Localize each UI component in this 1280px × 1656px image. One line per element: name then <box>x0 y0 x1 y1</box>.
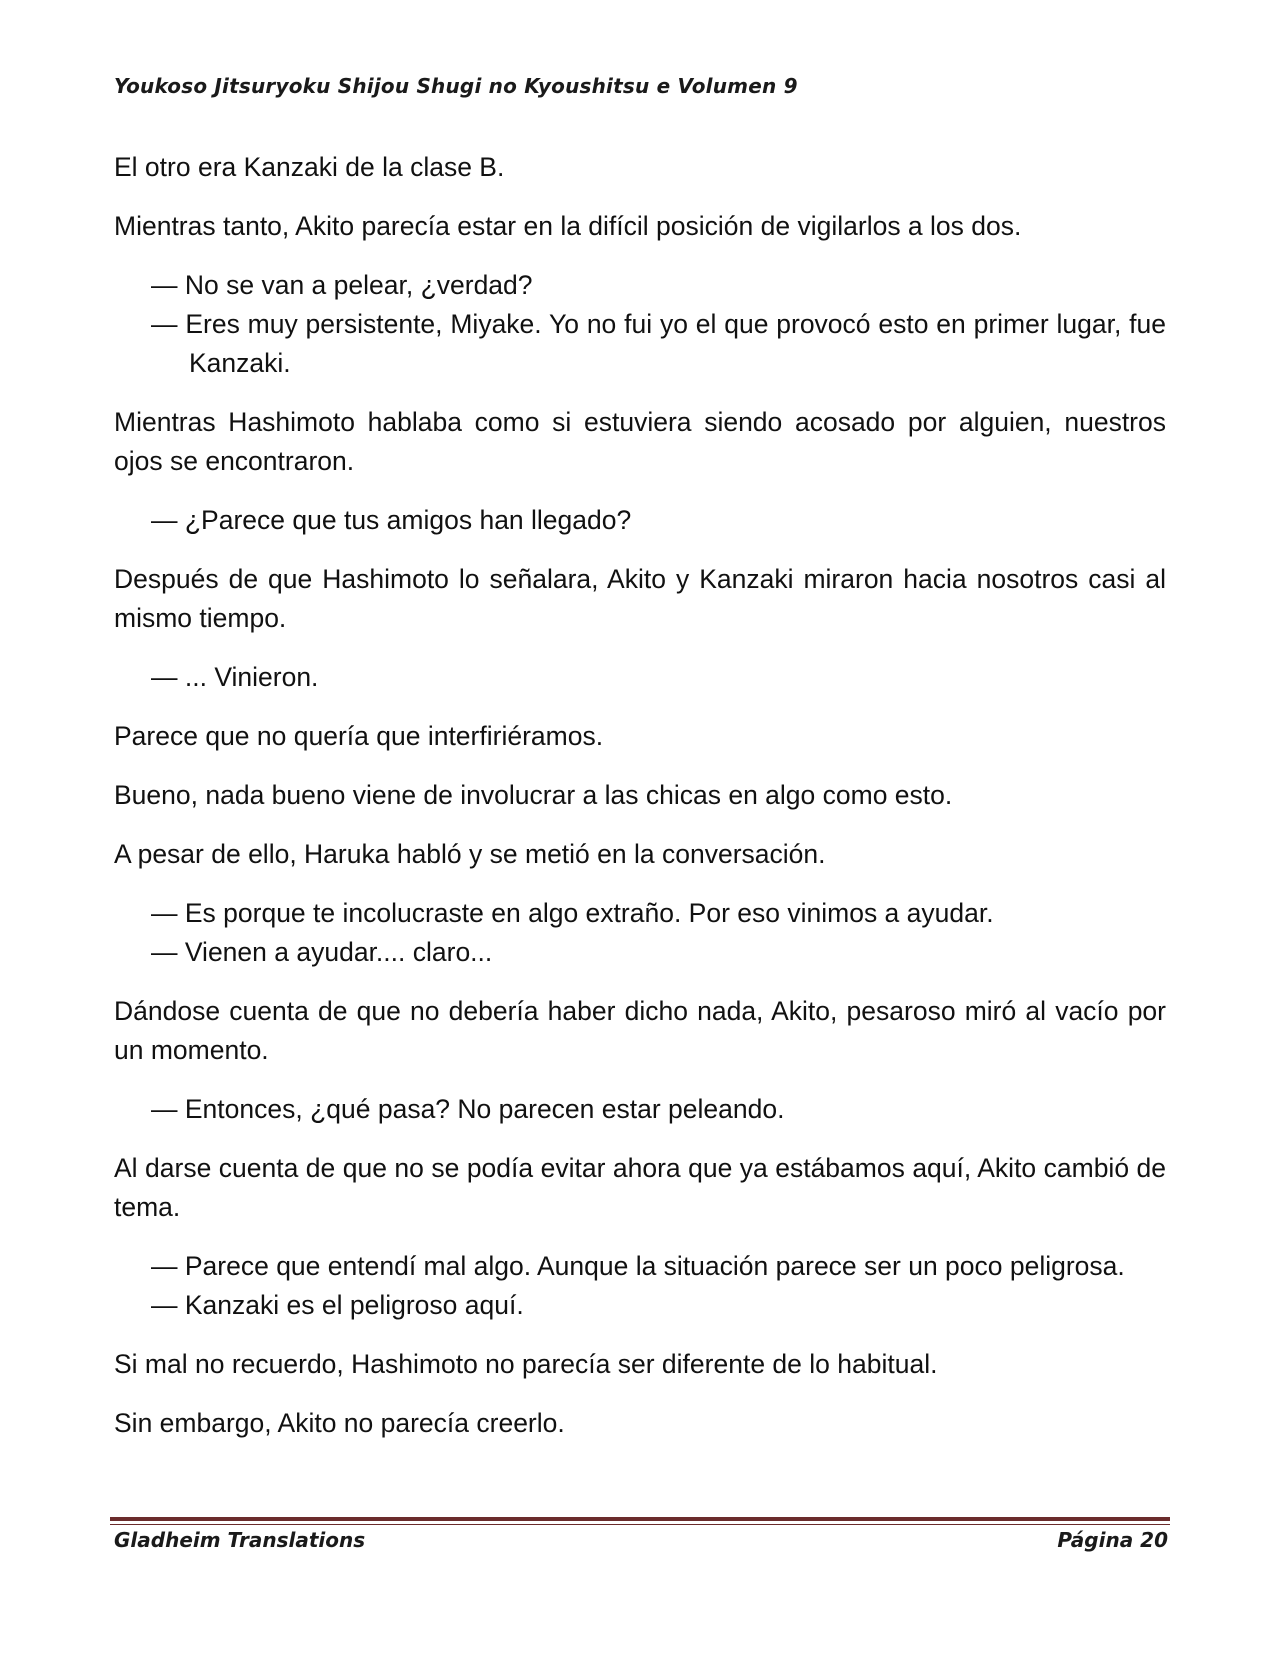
dialogue-line: — No se van a pelear, ¿verdad? <box>151 270 533 300</box>
footer-credit: Gladheim Translations <box>114 1528 366 1552</box>
dialogue-group <box>114 658 1166 697</box>
paragraph: Mientras tanto, Akito parecía estar en la difícil posición de vigilarlos a los dos. <box>114 211 1022 241</box>
paragraph: Al darse cuenta de que no se podía evitar ahora que ya estábamos aquí, Akito cambió de tema. <box>114 1153 1166 1222</box>
running-header-title: Youkoso Jitsuryoku Shijou Shugi no Kyoushitsu e Volumen 9 <box>114 74 798 98</box>
dialogue-line: — Kanzaki es el peligroso aquí. <box>151 1290 524 1320</box>
paragraph: Dándose cuenta de que no debería haber dicho nada, Akito, pesaroso miró al vacío por un momento. <box>114 996 1166 1065</box>
footer-rule-thin <box>110 1524 1170 1525</box>
dialogue-group <box>114 1090 1166 1129</box>
paragraph: Parece que no quería que interfiriéramos. <box>114 721 604 751</box>
dialogue-group <box>114 1247 1166 1325</box>
paragraph: Bueno, nada bueno viene de involucrar a las chicas en algo como esto. <box>114 780 953 810</box>
body-text <box>114 148 1166 1463</box>
dialogue-line: — Entonces, ¿qué pasa? No parecen estar peleando. <box>151 1094 785 1124</box>
paragraph: A pesar de ello, Haruka habló y se metió en la conversación. <box>114 839 826 869</box>
dialogue-group <box>114 266 1166 383</box>
dialogue-line: — Parece que entendí mal algo. Aunque la situación parece ser un poco peligrosa. <box>151 1251 1125 1281</box>
paragraph: Si mal no recuerdo, Hashimoto no parecía ser diferente de lo habitual. <box>114 1349 938 1379</box>
footer-rule <box>110 1517 1170 1521</box>
dialogue-line: — Vienen a ayudar.... claro... <box>151 937 493 967</box>
paragraph: Después de que Hashimoto lo señalara, Akito y Kanzaki miraron hacia nosotros casi al mismo tiempo. <box>114 564 1166 633</box>
dialogue-line: — Es porque te incolucraste en algo extraño. Por eso vinimos a ayudar. <box>151 898 994 928</box>
dialogue-line: — ¿Parece que tus amigos han llegado? <box>151 505 632 535</box>
paragraph: El otro era Kanzaki de la clase B. <box>114 152 505 182</box>
page-number: Página 20 <box>1057 1528 1168 1552</box>
paragraph: Mientras Hashimoto hablaba como si estuviera siendo acosado por alguien, nuestros ojos se encontraron. <box>114 407 1166 476</box>
dialogue-group <box>114 501 1166 540</box>
dialogue-line: — ... Vinieron. <box>151 662 319 692</box>
dialogue-group <box>114 894 1166 972</box>
dialogue-line: — Eres muy persistente, Miyake. Yo no fui yo el que provocó esto en primer lugar, fue Kanzaki. <box>151 309 1166 378</box>
paragraph: Sin embargo, Akito no parecía creerlo. <box>114 1408 565 1438</box>
